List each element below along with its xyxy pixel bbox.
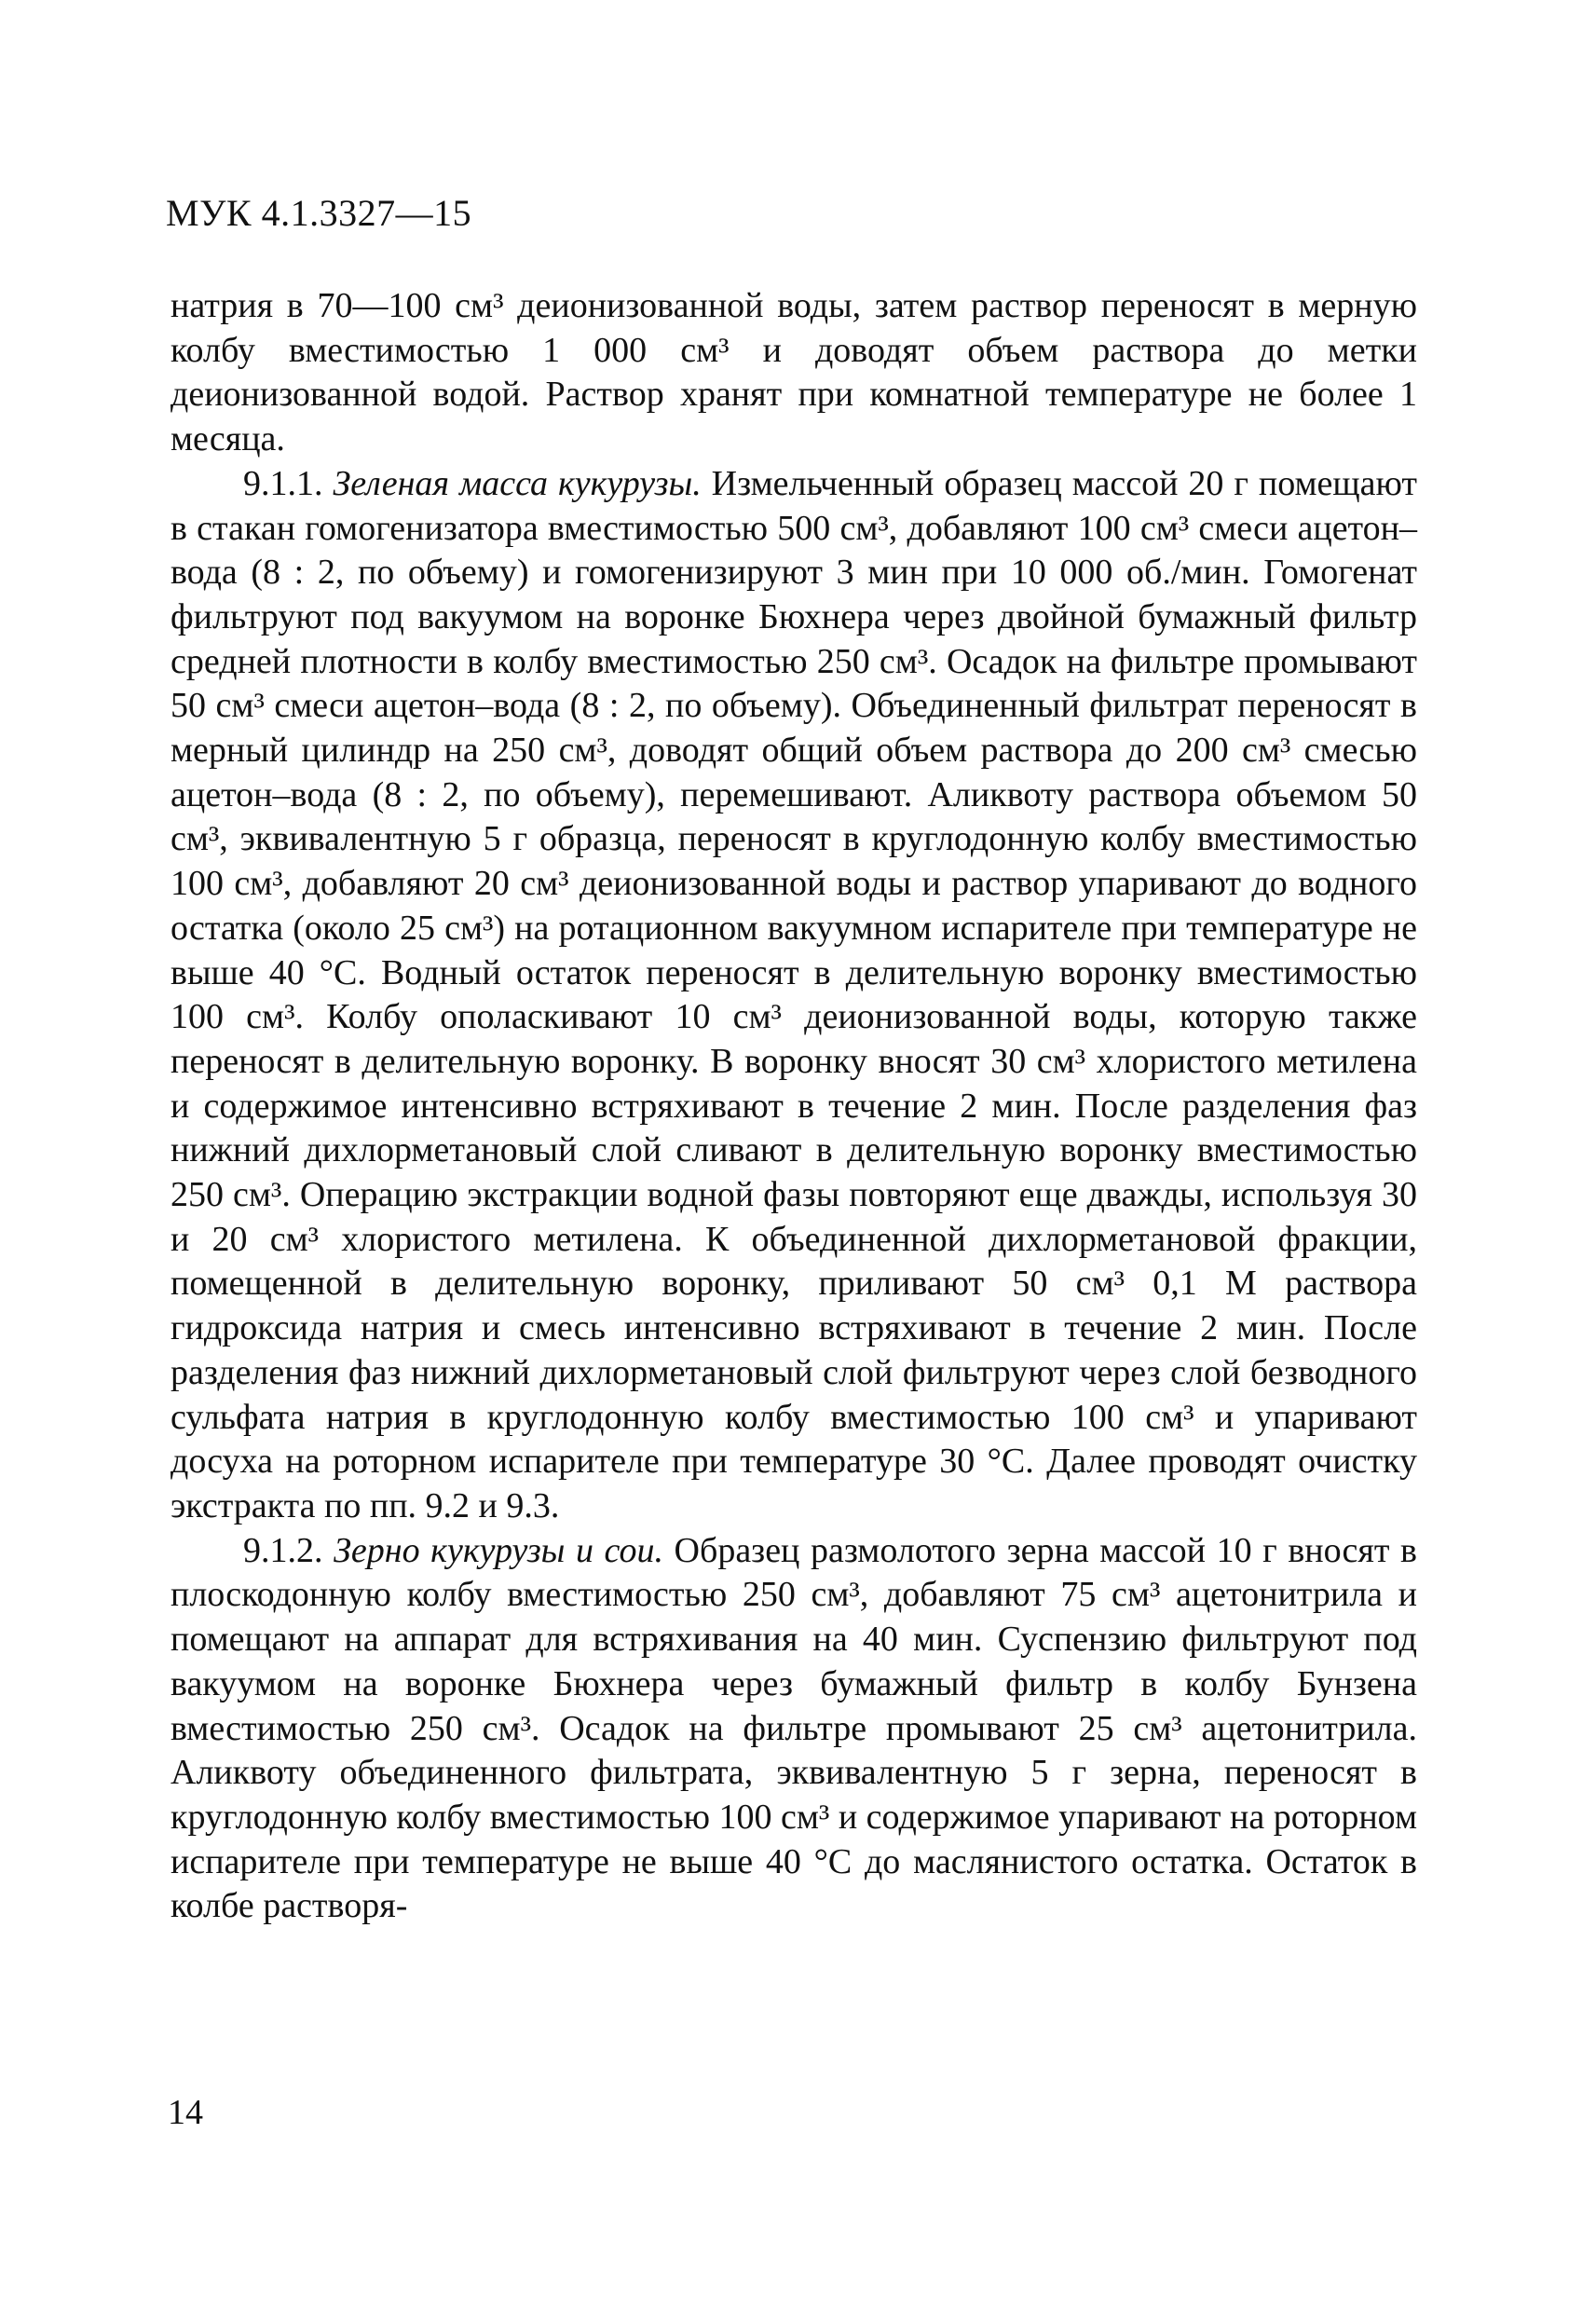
body-text <box>171 284 1417 1929</box>
section-number: 9.1.1. <box>243 463 334 503</box>
section-text: Измельченный образец массой 20 г помещают в стакан гомогенизатора вместимостью 500 см³, добавляют 100 см³ смеси ацетон–вода (8 : 2, по объему) и гомогенизируют 3 мин при 10 000 об./мин. Гомогенат фильтруют под вакуумом на воронке Бюхнера через двойной бумажный фильтр средней плотности в колбу вместимостью 250 см³. Осадок на фильтре промывают 50 см³ смеси ацетон–вода (8 : 2, по объему). Объединенный фильтрат переносят в мерный цилиндр на 250 см³, доводят общий объем раствора до 200 см³ смесью ацетон–вода (8 : 2, по объему), перемешивают. Аликвоту раствора объемом 50 см³, эквивалентную 5 г образца, переносят в круглодонную колбу вместимостью 100 см³, добавляют 20 см³ деионизованной воды и раствор упаривают до водного остатка (около 25 см³) на ротационном вакуумном испарителе при температуре не выше 40 °С. Водный остаток переносят в делительную воронку вместимостью 100 см³. Колбу ополаскивают 10 см³ деионизованной воды, которую также переносят в делительную воронку. В воронку вносят 30 см³ хлористого метилена и содержимое интенсивно встряхивают в течение 2 мин. После разделения фаз нижний дихлорметановый слой сливают в делительную воронку вместимостью 250 см³. Операцию экстракции водной фазы повторяют еще дважды, используя 30 и 20 см³ хлористого метилена. К объединенной дихлорметановой фракции, помещенной в делительную воронку, приливают 50 см³ 0,1 М раствора гидроксида натрия и смесь интенсивно встряхивают в течение 2 мин. После разделения фаз нижний дихлорметановый слой фильтруют через слой безводного сульфата натрия в круглодонную колбу вместимостью 100 см³ и упаривают досуха на роторном испарителе при температуре 30 °С. Далее проводят очистку экстракта по пп. 9.2 и 9.3. <box>171 463 1418 1525</box>
paragraph-section-9-1-1 <box>171 462 1417 1529</box>
section-heading: Зеленая масса кукурузы. <box>333 463 702 503</box>
page-number: 14 <box>168 2093 203 2132</box>
document-code-header: МУК 4.1.3327—15 <box>166 192 472 234</box>
paragraph-section-9-1-2 <box>171 1529 1417 1929</box>
section-heading: Зерно кукурузы и сои. <box>334 1530 663 1570</box>
section-number: 9.1.2. <box>243 1530 334 1570</box>
paragraph-continuation: натрия в 70—100 см³ деионизованной воды, затем раствор переносят в мерную колбу вместимостью 1 000 см³ и доводят объем раствора до метки деионизованной водой. Раствор хранят при комнатной температуре не более 1 месяца. <box>171 286 1417 459</box>
section-text: Образец размолотого зерна массой 10 г вносят в плоскодонную колбу вместимостью 250 см³, добавляют 75 см³ ацетонитрила и помещают на аппарат для встряхивания на 40 мин. Суспензию фильтруют под вакуумом на воронке Бюхнера через бумажный фильтр в колбу Бунзена вместимостью 250 см³. Осадок на фильтре промывают 25 см³ ацетонитрила. Аликвоту объединенного фильтрата, эквивалентную 5 г зерна, переносят в круглодонную колбу вместимостью 100 см³ и содержимое упаривают на роторном испарителе при температуре не выше 40 °С до маслянистого остатка. Остаток в колбе растворя- <box>171 1530 1418 1926</box>
